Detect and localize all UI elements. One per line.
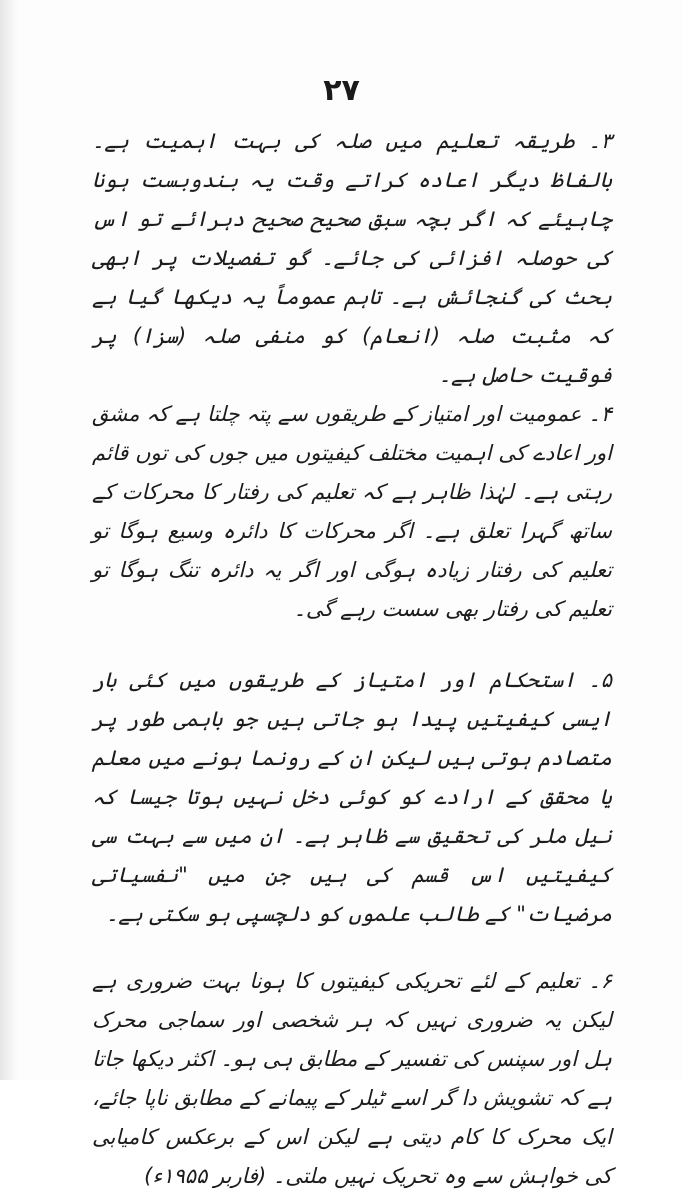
- paragraph-3: ۳۔ طریقہ تعلیم میں صلہ کی بہت اہمیت ہے۔ بالفاظ دیگر اعادہ کراتے وقت یہ بندوبست ہونا چاہیئے کہ اگر بچہ سبق صحیح صحیح دہرائے تو اس کی حوصلہ افزائی کی جائے۔ گو تفصیلات پر ابھی بحث کی گنجائش ہے۔ تاہم عموماً یہ دیکھا گیا ہے کہ مثبت صلہ (انعام) کو منفی صلہ (سزا) پر فوقیت حاصل ہے۔: [92, 129, 612, 387]
- paragraph-4: ۴۔ عمومیت اور امتیاز کے طریقوں سے پتہ چلتا ہے کہ مشق اور اعادے کی اہمیت مختلف کیفیتوں میں جوں کی توں قائم رہتی ہے۔ لہٰذا ظاہر ہے کہ تعلیم کی رفتار کا محرکات کے ساتھ گہرا تعلق ہے۔ اگر محرکات کا دائرہ وسیع ہوگا تو تعلیم کی رفتار زیادہ ہوگی اور اگر یہ دائرہ تنگ ہوگا تو تعلیم کی رفتار بھی سست رہے گی۔: [92, 402, 612, 621]
- page-edge-shadow: [0, 0, 18, 1080]
- paragraph-6: ۶۔ تعلیم کے لئے تحریکی کیفیتوں کا ہونا بہت ضروری ہے لیکن یہ ضروری نہیں کہ ہر شخصی اور سماجی محرک ہل اور سپنس کی تفسیر کے مطابق ہی ہو۔ اکثر دیکھا جاتا ہے کہ تشویش دا گر اسے ٹیلر کے پیمانے کے مطابق ناپا جائے، ایک محرک کا کام دیتی ہے لیکن اس کے برعکس کامیابی کی خواہش سے وہ تحریک نہیں ملتی۔ (فاربر ۱۹۵۵ء): [92, 969, 612, 1188]
- paragraph-5: ۵۔ استحکام اور امتیاز کے طریقوں میں کئی بار ایسی کیفیتیں پیدا ہو جاتی ہیں جو باہمی طور پر متصادم ہوتی ہیں لیکن ان کے رونما ہونے میں معلم یا محقق کے ارادے کو کوئی دخل نہیں ہوتا جیسا کہ نیل ملر کی تحقیق سے ظاہر ہے۔ ان میں سے بہت سی کیفیتیں اس قسم کی ہیں جن میں "نفسیاتی مرضیات" کے طالب علموں کو دلچسپی ہو سکتی ہے۔: [92, 668, 612, 926]
- page-body-text: [92, 122, 612, 1196]
- page-number: ۲۷: [323, 73, 360, 108]
